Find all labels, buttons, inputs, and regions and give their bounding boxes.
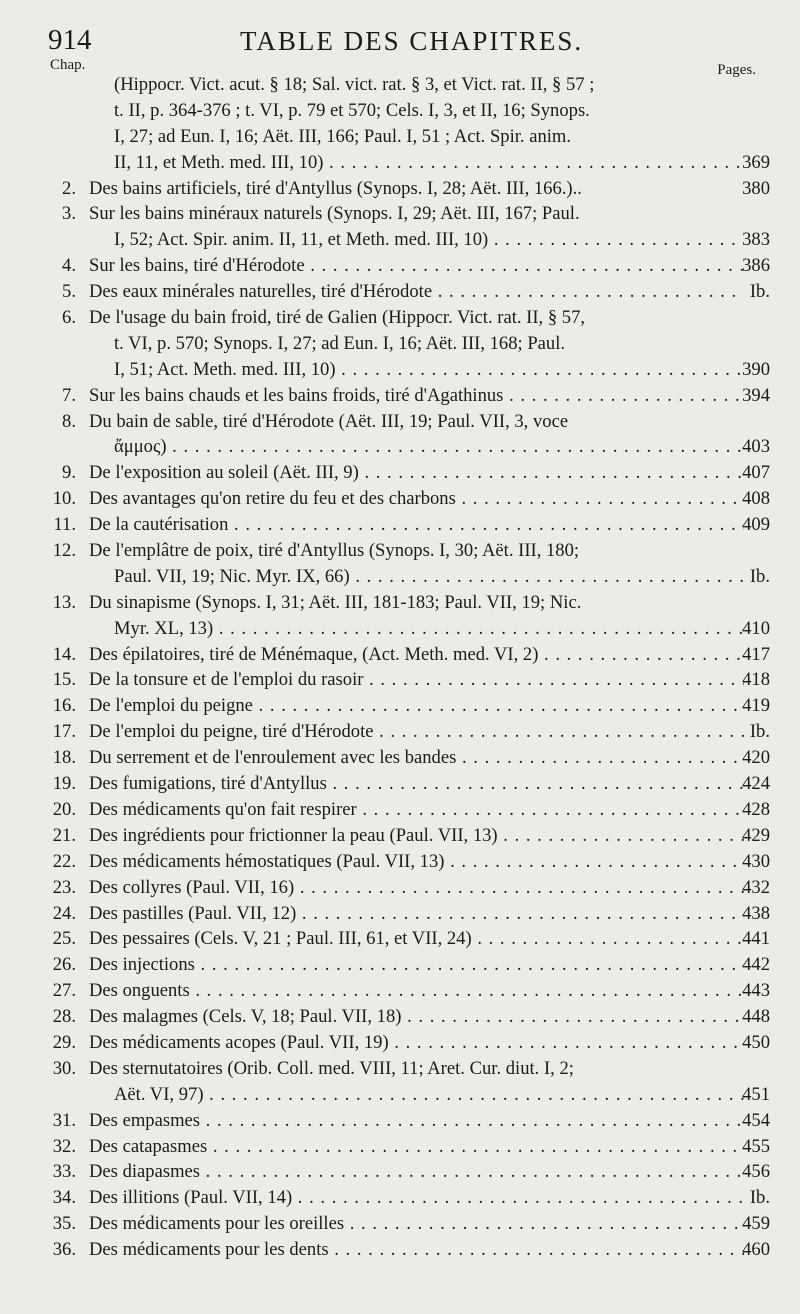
page-reference: 409: [742, 514, 770, 536]
toc-line: [0, 771, 800, 797]
page-reference: Ib.: [749, 565, 770, 587]
toc-line: [0, 849, 800, 875]
chapter-title: II, 11, et Meth. med. III, 10) . . .: [114, 150, 744, 176]
toc-line: [0, 1134, 800, 1160]
page-reference: 443: [742, 980, 770, 1002]
page-reference: 438: [742, 902, 770, 924]
chapter-number: 11.: [53, 514, 76, 536]
toc-line: [0, 331, 800, 357]
chapter-title: I, 27; ad Eun. I, 16; Aët. III, 166; Paul. I, 51 ; Act. Spir. anim.: [114, 125, 572, 147]
chapter-number: 29.: [52, 1031, 76, 1053]
chapter-number: 16.: [52, 695, 76, 717]
toc-line: [0, 150, 800, 176]
chapter-title: Myr. XL, 13) . . .: [114, 616, 744, 642]
chapter-title: Des diapasmes . . .: [89, 1159, 744, 1185]
toc-line: [0, 279, 800, 305]
toc-line: [0, 1004, 800, 1030]
toc-line: [0, 201, 800, 227]
page-reference: 430: [742, 850, 770, 872]
chapter-title: Des empasmes . . .: [89, 1108, 744, 1134]
toc-line: [0, 564, 800, 590]
page-reference: 380: [742, 177, 770, 199]
chapter-title: Sur les bains chauds et les bains froids, tiré d'Agathinus . . .: [89, 383, 744, 409]
chapter-title: Des médicaments qu'on fait respirer . . .: [89, 797, 744, 823]
chapter-title: Aët. VI, 97) . . .: [114, 1082, 744, 1108]
page-reference: Ib.: [749, 721, 770, 743]
page-reference: 410: [742, 617, 770, 639]
page-reference: 460: [742, 1239, 770, 1261]
page-reference: 418: [742, 669, 770, 691]
chapter-title: Des médicaments pour les oreilles . . .: [89, 1211, 744, 1237]
chapter-number: 28.: [52, 1006, 76, 1028]
toc-line: [0, 952, 800, 978]
page-reference: 419: [742, 695, 770, 717]
chapter-number: 14.: [52, 643, 76, 665]
chapter-title: I, 51; Act. Meth. med. III, 10) . . .: [114, 357, 744, 383]
chapter-title: Des médicaments hémostatiques (Paul. VII, 13) . . .: [89, 849, 744, 875]
chapter-number: 32.: [52, 1135, 76, 1157]
toc-line: [0, 98, 800, 124]
pages-column-header: Pages.: [717, 62, 756, 78]
chapter-number: 18.: [52, 747, 76, 769]
toc-line: [0, 72, 800, 98]
chapter-number: 34.: [52, 1187, 76, 1209]
toc-line: [0, 901, 800, 927]
toc-line: [0, 797, 800, 823]
running-title: TABLE DES CHAPITRES.: [240, 26, 584, 56]
chapter-title: De l'emploi du peigne, tiré d'Hérodote . . .: [89, 719, 744, 745]
chapter-title: Des catapasmes . . .: [89, 1134, 744, 1160]
toc-line: [0, 616, 800, 642]
chapter-title: Des illitions (Paul. VII, 14) . . .: [89, 1185, 744, 1211]
page-reference: 403: [742, 436, 770, 458]
page-number: 914: [48, 24, 92, 56]
toc-line: [0, 590, 800, 616]
chapter-number: 10.: [52, 488, 76, 510]
chapter-title: De l'emplâtre de poix, tiré d'Antyllus (Synops. I, 30; Aët. III, 180;: [89, 540, 580, 562]
page-reference: 455: [742, 1135, 770, 1157]
chapter-number: 21.: [52, 824, 76, 846]
toc-line: [0, 434, 800, 460]
toc-line: [0, 176, 800, 202]
chapter-title: Des fumigations, tiré d'Antyllus . . .: [89, 771, 744, 797]
chapter-number: 36.: [52, 1239, 76, 1261]
chapter-number: 12.: [52, 540, 76, 562]
page-reference: 442: [742, 954, 770, 976]
chapter-title: Des épilatoires, tiré de Ménémaque, (Act. Meth. med. VI, 2) . . .: [89, 642, 744, 668]
chapter-title: Du serrement et de l'enroulement avec les bandes . . .: [89, 745, 744, 771]
toc-line: [0, 357, 800, 383]
page-reference: 408: [742, 488, 770, 510]
chapter-number: 26.: [52, 954, 76, 976]
chapter-number: 22.: [52, 850, 76, 872]
toc-line: [0, 1082, 800, 1108]
toc-line: [0, 693, 800, 719]
toc-line: [0, 227, 800, 253]
page-reference: 417: [742, 643, 770, 665]
chapter-number: 30.: [52, 1057, 76, 1079]
toc-line: [0, 1108, 800, 1134]
toc-line: [0, 512, 800, 538]
chapter-title: Des avantages qu'on retire du feu et des charbons . . .: [89, 486, 744, 512]
chapter-title: Des eaux minérales naturelles, tiré d'Hérodote . . .: [89, 279, 744, 305]
page-reference: 390: [742, 358, 770, 380]
page-reference: 386: [742, 255, 770, 277]
toc-line: [0, 409, 800, 435]
chapter-number: 2.: [62, 177, 76, 199]
chapter-title: I, 52; Act. Spir. anim. II, 11, et Meth. med. III, 10) . . .: [114, 227, 744, 253]
chapter-title: t. VI, p. 570; Synops. I, 27; ad Eun. I, 16; Aët. III, 168; Paul.: [114, 332, 566, 354]
page-reference: 448: [742, 1006, 770, 1028]
toc-line: [0, 538, 800, 564]
toc-line: [0, 253, 800, 279]
chapter-title: Des pessaires (Cels. V, 21 ; Paul. III, 61, et VII, 24) . . .: [89, 926, 744, 952]
toc-line: [0, 875, 800, 901]
chapter-number: 5.: [62, 281, 76, 303]
page-reference: 454: [742, 1109, 770, 1131]
chapter-number: 19.: [52, 773, 76, 795]
page-reference: Ib.: [749, 1187, 770, 1209]
toc-line: [0, 383, 800, 409]
chapter-number: 7.: [62, 384, 76, 406]
chapter-title: Paul. VII, 19; Nic. Myr. IX, 66) . . .: [114, 564, 744, 590]
chapter-title: De l'exposition au soleil (Aët. III, 9) . . .: [89, 460, 744, 486]
toc-line: [0, 719, 800, 745]
toc-line: [0, 667, 800, 693]
chapter-title: De la cautérisation . . .: [89, 512, 744, 538]
toc-line: [0, 124, 800, 150]
page-reference: 429: [742, 824, 770, 846]
chapter-title: Des injections . . .: [89, 952, 744, 978]
page-reference: 451: [742, 1083, 770, 1105]
chapter-number: 31.: [52, 1109, 76, 1131]
toc-line: [0, 745, 800, 771]
page-reference: 424: [742, 773, 770, 795]
page-reference: 432: [742, 876, 770, 898]
chapter-title: Des ingrédients pour frictionner la peau (Paul. VII, 13) . . .: [89, 823, 744, 849]
chapter-title: ἄμμος) . . .: [114, 434, 744, 460]
chapter-number: 20.: [52, 798, 76, 820]
chapter-number: 8.: [62, 410, 76, 432]
chapter-title: Du bain de sable, tiré d'Hérodote (Aët. III, 19; Paul. VII, 3, voce: [89, 410, 569, 432]
chapter-title: Des pastilles (Paul. VII, 12) . . .: [89, 901, 744, 927]
toc-line: [0, 978, 800, 1004]
chapter-title: Sur les bains, tiré d'Hérodote . . .: [89, 253, 744, 279]
page-reference: 420: [742, 747, 770, 769]
chapter-number: 35.: [52, 1213, 76, 1235]
chapter-number: 6.: [62, 307, 76, 329]
toc-line: [0, 823, 800, 849]
toc-line: [0, 1237, 800, 1263]
chapter-title: Sur les bains minéraux naturels (Synops. I, 29; Aët. III, 167; Paul.: [89, 203, 580, 225]
toc-line: [0, 486, 800, 512]
toc-line: [0, 1030, 800, 1056]
page-reference: Ib.: [749, 281, 770, 303]
toc-line: [0, 1159, 800, 1185]
toc-line: [0, 926, 800, 952]
chapter-title: De l'usage du bain froid, tiré de Galien (Hippocr. Vict. rat. II, § 57,: [89, 307, 586, 329]
chapter-title: Des médicaments acopes (Paul. VII, 19) . . .: [89, 1030, 744, 1056]
chapter-title: (Hippocr. Vict. acut. § 18; Sal. vict. rat. § 3, et Vict. rat. II, § 57 ;: [114, 74, 595, 95]
chapter-number: 3.: [62, 203, 76, 225]
chapter-title: Des sternutatoires (Orib. Coll. med. VIII, 11; Aret. Cur. diut. I, 2;: [89, 1057, 574, 1079]
chapter-number: 24.: [52, 902, 76, 924]
page-reference: 456: [742, 1161, 770, 1183]
chapter-number: 25.: [52, 928, 76, 950]
toc-line: [0, 460, 800, 486]
chapter-number: 23.: [52, 876, 76, 898]
chapter-title: t. II, p. 364-376 ; t. VI, p. 79 et 570; Cels. I, 3, et II, 16; Synops.: [114, 99, 590, 121]
chapter-title: Des médicaments pour les dents . . .: [89, 1237, 744, 1263]
toc-line: [0, 305, 800, 331]
chapter-number: 17.: [52, 721, 76, 743]
chapter-title: Des bains artificiels, tiré d'Antyllus (Synops. I, 28; Aët. III, 166.)..: [89, 177, 582, 199]
chapter-column-header: Chap.: [50, 57, 86, 73]
page-reference: 407: [742, 462, 770, 484]
chapter-number: 9.: [62, 462, 76, 484]
chapter-title: De l'emploi du peigne . . .: [89, 693, 744, 719]
chapter-title: Des collyres (Paul. VII, 16) . . .: [89, 875, 744, 901]
toc-line: [0, 642, 800, 668]
chapter-number: 13.: [52, 591, 76, 613]
chapter-title: Du sinapisme (Synops. I, 31; Aët. III, 181-183; Paul. VII, 19; Nic.: [89, 591, 582, 613]
chapter-title: De la tonsure et de l'emploi du rasoir . . .: [89, 667, 744, 693]
toc-line: [0, 1211, 800, 1237]
chapter-title: Des malagmes (Cels. V, 18; Paul. VII, 18) . . .: [89, 1004, 744, 1030]
page-reference: 394: [742, 384, 770, 406]
toc-line: [0, 1185, 800, 1211]
chapter-title: Des onguents . . .: [89, 978, 744, 1004]
page-reference: 459: [742, 1213, 770, 1235]
chapter-number: 33.: [52, 1161, 76, 1183]
toc-line: [0, 1056, 800, 1082]
page-reference: 428: [742, 798, 770, 820]
page-reference: 441: [742, 928, 770, 950]
chapter-number: 4.: [62, 255, 76, 277]
page-reference: 450: [742, 1031, 770, 1053]
page-reference: 383: [742, 229, 770, 251]
chapter-number: 15.: [52, 669, 76, 691]
chapter-number: 27.: [52, 980, 76, 1002]
page-reference: 369: [742, 151, 770, 173]
table-of-contents: [0, 72, 800, 1263]
